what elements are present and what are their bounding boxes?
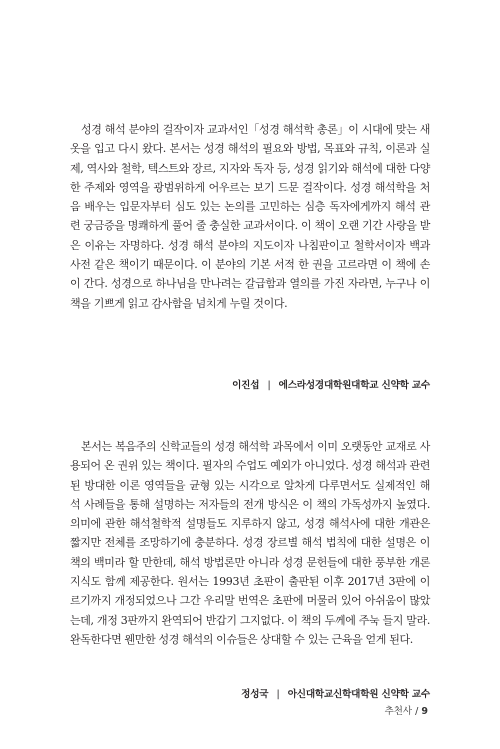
footer-section-title: 추천사 <box>384 706 413 717</box>
endorsement-paragraph-1: 성경 해석 분야의 걸작이자 교과서인「성경 해석학 총론」이 시대에 맞는 새 옷을 입고 다시 왔다. 본서는 성경 해석의 필요와 방법, 목표와 규칙, 이론과 실제, 역사와 철학, 텍스트와 장르, 지자와 독자 등, 성경 읽기와 해석에 대한 다양한 주제와 영역을 광범위하게 어우르는 보기 드문 걸작이다. 성경 해석학을 처음 배우는 입문자부터 심도 있는 논의를 고민하는 심층 독자에게까지 해석 관련 궁금증을 명쾌하게 풀어 줄 충실한 교과서이다. 이 책이 오랜 기간 사랑을 받은 이유는 자명하다. 성경 해석 분야의 지도이자 나침판이고 철학서이자 백과사전 같은 책이기 때문이다. 이 분야의 기본 서적 한 권을 고르라면 이 책에 손이 간다. 성경으로 하나님을 만나려는 갈급함과 열의를 가진 자라면, 누구나 이 책을 기쁘게 읽고 감사함을 넘치게 누릴 것이다. <box>70 123 430 310</box>
endorsement-signature-1 <box>232 377 430 391</box>
endorsement-paragraph-2: 본서는 복음주의 신학교들의 성경 해석학 과목에서 이미 오랫동안 교재로 사용되어 온 권위 있는 책이다. 필자의 수업도 예외가 아니었다. 성경 해석과 관련된 방대한 이론 영역들을 균형 있는 시각으로 알차게 다루면서도 실제적인 해석 사례들을 통해 설명하는 저자들의 전개 방식은 이 책의 가독성까지 높였다. 의미에 관한 해석철학적 설명들도 지루하지 않고, 성경 해석사에 대한 개관은 짧지만 전체를 조망하기에 충분하다. 성경 장르별 해석 법칙에 대한 설명은 이 책의 백미라 할 만한데, 해석 방법론만 아니라 성경 문헌들에 대한 풍부한 개론 지식도 함께 제공한다. 원서는 1993년 초판이 출판된 이후 2017년 3판에 이르기까지 개정되었으나 그간 우리말 번역은 초판에 머물러 있어 아쉬움이 많았는데, 개정 3판까지 완역되어 반갑기 그지없다. 이 책의 두께에 주눅 들지 말라. 완독한다면 웬만한 성경 해석의 이슈들은 상대할 수 있는 근육을 얻게 된다. <box>70 440 430 646</box>
footer-separator: / <box>415 706 419 717</box>
signature-separator: | <box>267 380 271 391</box>
signature-separator: | <box>276 689 280 700</box>
endorsement-signature-2 <box>241 686 430 700</box>
endorser-affiliation: 아신대학교신학대학원 신약학 교수 <box>287 689 430 700</box>
page-footer <box>385 703 428 717</box>
endorser-name: 정성국 <box>241 689 269 700</box>
endorser-affiliation: 에스라성경대학원대학교 신약학 교수 <box>278 380 430 391</box>
endorser-name: 이진섭 <box>232 380 260 391</box>
page-number: 9 <box>421 706 428 717</box>
